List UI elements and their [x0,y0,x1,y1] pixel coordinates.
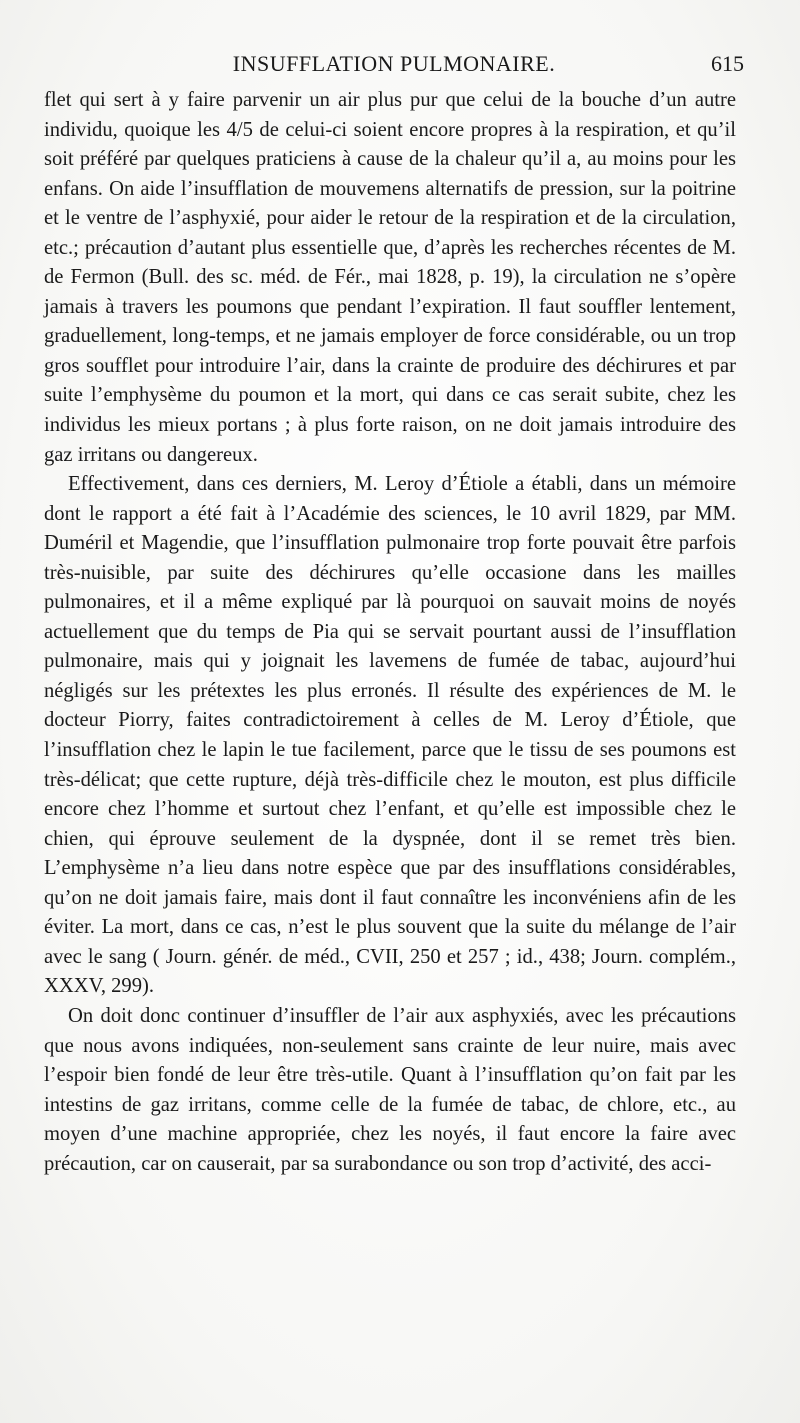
paragraph-continuation: flet qui sert à y faire parvenir un air plus pur que celui de la bouche d’un autre individu, quoique les 4/5 de celui-ci soient encore propres à la respiration, et qu’il soit préféré par quelques praticiens à cause de la chaleur qu’il a, au moins pour les enfans. On aide l’insufflation de mouvemens alternatifs de pression, sur la poitrine et le ventre de l’asphyxié, pour aider le retour de la respiration et de la circulation, etc.; précaution d’autant plus essentielle que, d’après les recherches récentes de M. de Fermon (Bull. des sc. méd. de Fér., mai 1828, p. 19), la circulation ne s’opère jamais à travers les poumons que pendant l’expiration. Il faut souffler lentement, graduellement, long-temps, et ne jamais employer de force considérable, ou un trop gros soufflet pour introduire l’air, dans la crainte de produire des déchirures et par suite l’emphysème du poumon et la mort, qui dans ce cas serait subite, chez les individus les mieux portans ; à plus forte raison, on ne doit jamais introduire des gaz irritans ou dangereux. [44,89,736,466]
paragraph-leroy-etiole: Effectivement, dans ces derniers, M. Leroy d’Étiole a établi, dans un mémoire dont le rapport a été fait à l’Académie des sciences, le 10 avril 1829, par MM. Duméril et Magendie, que l’insufflation pulmonaire trop forte pouvait être parfois très-nuisible, par suite des déchirures qu’elle occasione dans les mailles pulmonaires, et il a même expliqué par là pourquoi on sauvait moins de noyés actuellement que du temps de Pia qui se servait pourtant aussi de l’insufflation pulmonaire, mais qui y joignait les lavemens de fumée de tabac, aujourd’hui négligés sur les prétextes les plus erronés. Il résulte des expériences de M. le docteur Piorry, faites contradictoirement à celles de M. Leroy d’Étiole, que l’insufflation chez le lapin le tue facilement, parce que le tissu de ses poumons est très-délicat; que cette rupture, déjà très-difficile chez le mouton, est plus difficile encore chez l’homme et surtout chez l’enfant, et qu’elle est impossible chez le chien, qui éprouve seulement de la dyspnée, dont il se remet très bien. L’emphysème n’a lieu dans notre espèce que par des insufflations considérables, qu’on ne doit jamais faire, mais dont il faut connaître les inconvéniens afin de les éviter. La mort, dans ce cas, n’est le plus souvent que la suite du mélange de l’air avec le sang ( Journ. génér. de méd., CVII, 250 et 257 ; id., 438; Journ. complém., XXXV, 299). [44,473,736,998]
page-number: 615 [711,51,744,76]
running-title: INSUFFLATION PULMONAIRE. [232,51,556,76]
paragraph-conclusion: On doit donc continuer d’insuffler de l’air aux asphyxiés, avec les précautions que nous avons indiquées, non-seulement sans crainte de leur nuire, mais avec l’espoir bien fondé de leur être très-utile. Quant à l’insufflation qu’on fait par les intestins de gaz irritans, comme celle de la fumée de tabac, de chlore, etc., au moyen d’une machine appropriée, chez les noyés, il faut encore la faire avec précaution, car on causerait, par sa surabondance ou son trop d’activité, des acci- [44,1004,736,1175]
body-text [44,86,736,1179]
running-head [44,48,744,80]
